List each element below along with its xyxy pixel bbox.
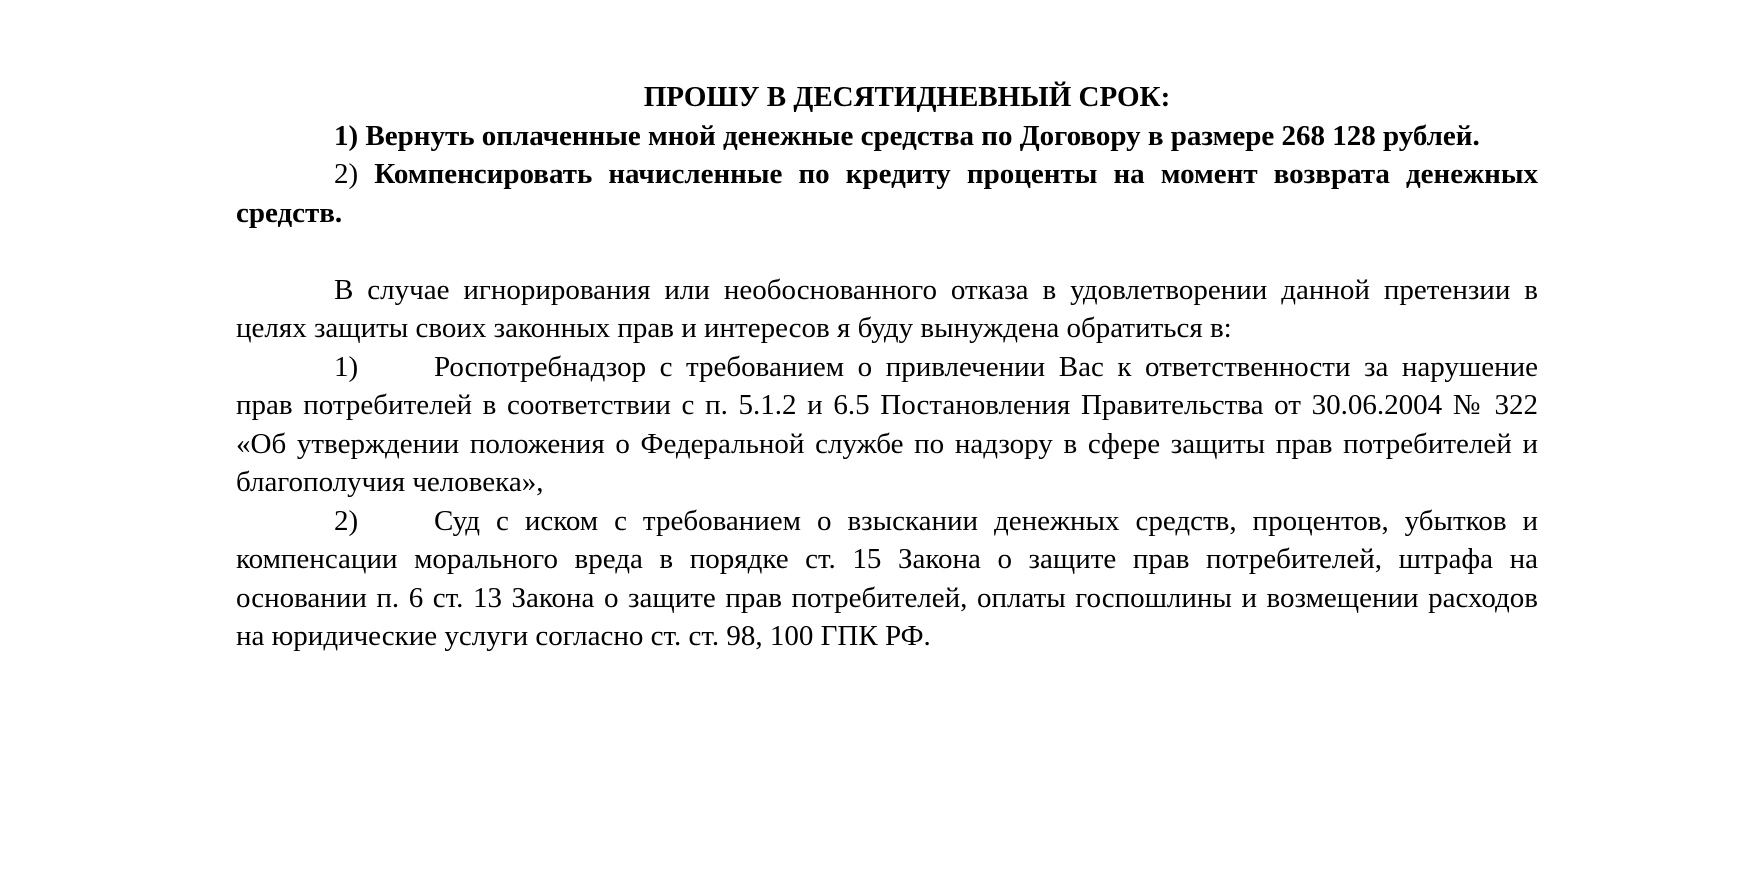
action-text: Суд с иском с требованием о взыскании денежных средств, процентов, убытков и компенсации морального вреда в порядке ст. 15 Закона о защите прав потребителей, штрафа на основании п. 6 ст. 13 Закона о защите прав потребителей, оплаты госпошлины и возмещении расходов на юридические услуги согласно ст. ст. 98, 100 ГПК РФ.: [236, 504, 1538, 652]
warning-paragraph: В случае игнорирования или необоснованного отказа в удовлетворении данной претензии в целях защиты своих законных прав и интересов я буду вынуждена обратиться в:: [236, 273, 1538, 344]
demand-number: 2): [334, 158, 359, 190]
action-number: 1): [334, 350, 359, 383]
action-text: Роспотребнадзор с требованием о привлечении Вас к ответственности за нарушение прав потребителей в соответствии с п. 5.1.2 и 6.5 Постановления Правительства от 30.06.2004 № 322 «Об утверждении положения о Федеральной службе по надзору в сфере защиты прав потребителей и благополучия человека»,: [236, 350, 1538, 498]
demand-text: Компенсировать начисленные по кредиту проценты на момент возврата денежных средств.: [236, 158, 1538, 229]
demand-item-2: [236, 155, 1538, 232]
paragraph-spacer: [236, 232, 1538, 271]
action-number: 2): [334, 504, 359, 537]
action-item-2: [236, 502, 1538, 656]
demand-heading: ПРОШУ В ДЕСЯТИДНЕВНЫЙ СРОК:: [643, 81, 1171, 113]
action-item-1: [236, 348, 1538, 502]
document-page: [236, 78, 1538, 656]
demand-item-1: [236, 117, 1538, 156]
demand-text: Вернуть оплаченные мной денежные средства по Договору в размере 268 128 рублей.: [365, 119, 1480, 152]
demand-number: 1): [334, 119, 359, 152]
